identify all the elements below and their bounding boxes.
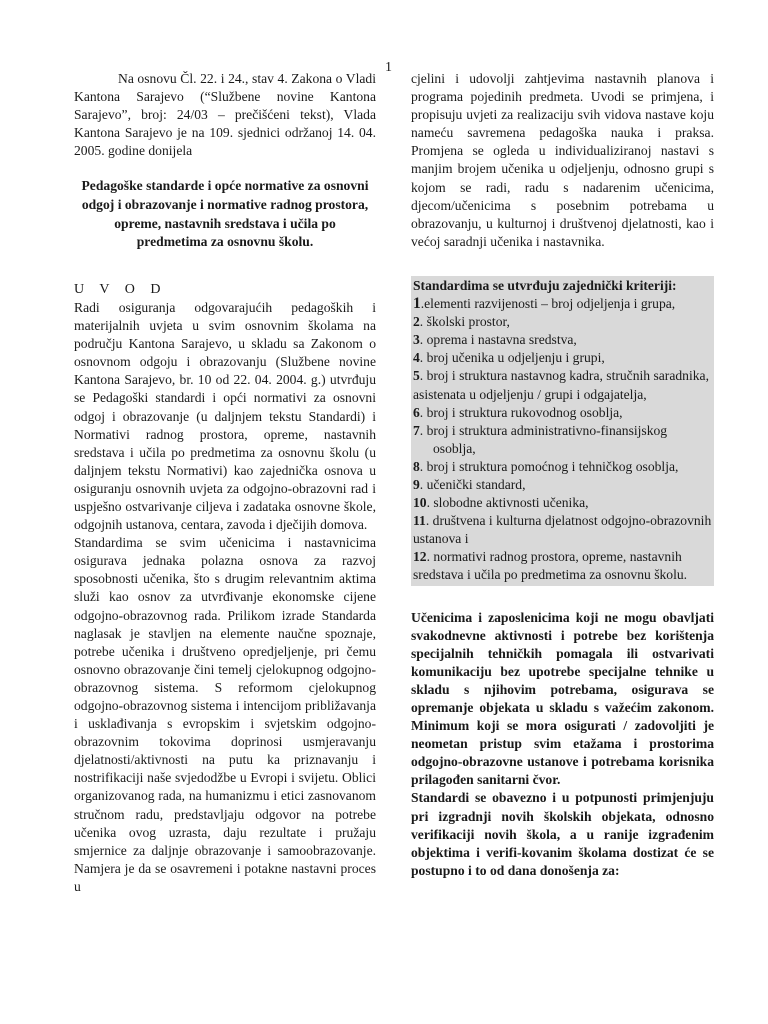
criteria-number: 6 xyxy=(413,404,420,420)
criteria-text: . učenički standard, xyxy=(419,476,526,492)
criteria-item xyxy=(413,422,712,458)
standards-application-paragraph: Standardi se obavezno i u potpunosti primjenjuju pri izgradnji novih školskih objekata, odnosno verifikaciji novih škola, a u ranije izgrađenim objektima i verifi-kovanim školama dostizat će se postupno i to od dana donošenja za: xyxy=(411,790,714,878)
criteria-item xyxy=(413,349,712,367)
criteria-text: . broj i struktura administrativno-finansijskog xyxy=(419,422,668,438)
criteria-text: .elementi razvijenosti – broj odjeljenja i grupa, xyxy=(420,296,676,312)
criteria-title: Standardima se utvrđuju zajednički kriteriji: xyxy=(413,277,677,293)
criteria-text: . broj i struktura rukovodnog osoblja, xyxy=(419,404,623,420)
intro-paragraph: Na osnovu Čl. 22. i 24., stav 4. Zakona o Vladi Kantona Sarajevo (“Službene novine Kantona Sarajevo”, broj: 24/03 – prečišćeni tekst), Vlada Kantona Sarajevo je na 109. sjednici održanoj 14. 04. 2005. godine donijela xyxy=(74,71,376,159)
criteria-item xyxy=(413,458,712,476)
criteria-number: 11 xyxy=(413,513,426,529)
right-column xyxy=(411,70,714,880)
criteria-text: . broj i struktura pomoćnog i tehničkog osoblja, xyxy=(419,458,679,474)
criteria-number: 3 xyxy=(413,332,420,348)
section-heading-uvod: U V O D xyxy=(74,281,167,297)
criteria-number: 7 xyxy=(413,422,420,438)
criteria-number: 4 xyxy=(413,350,420,366)
criteria-item xyxy=(413,331,712,349)
criteria-item xyxy=(413,512,712,548)
criteria-number: 5 xyxy=(413,368,420,384)
criteria-item xyxy=(413,313,712,331)
criteria-number: 10 xyxy=(413,495,427,511)
criteria-text: . društvena i kulturna djelatnost odgojno-obrazovnih ustanova i xyxy=(413,513,712,547)
criteria-number: 9 xyxy=(413,476,420,492)
criteria-number: 2 xyxy=(413,314,420,330)
accessibility-paragraph: Učenicima i zaposlenicima koji ne mogu obavljati svakodnevne aktivnosti i potrebe bez korištenja specijalnih tehničkih pomagala ili ostvarivati komunikaciju bez upotrebe specijalne tehnike u skladu s njihovim potrebama, osigurava se opremanje objekata u skladu s važećim zakonom. Minimum koji se mora osigurati / zadovoljiti je neometan pristup svim etažama i prostorima odgojno-obrazovne ustanove i potrebama korisnika prilagođen sanitarni čvor. xyxy=(411,609,714,788)
body-paragraph-1: Radi osiguranja odgovarajućih pedagoških i materijalnih uvjeta u svim osnovnim školama na području Kantona Sarajevo, u skladu sa Zakonom o osnovnom odgoju i obrazovanju (Službene novine Kantona Sarajevo, br. 10 od 22. 04. 2004. g.) utvrđuju se Pedagoški standardi i opći normativi za osnovni odgoj i obrazovanje (u daljnjem tekstu Standardi) i Normativi radnog prostora, opreme, nastavnih sredstava i učila po predmetima za osnovnu školu (u daljnjem tekstu Normativi) kao zajednička osnova u osiguranju osnovnih uvjeta za odgojno-obrazovni rad i uspješno ostvarivanje ciljeva i zadataka osnovne škole, odgojnih ustanova, centara, zavoda i dječijih domova. xyxy=(74,299,376,533)
criteria-item xyxy=(413,476,712,494)
criteria-number: 1 xyxy=(413,295,421,313)
criteria-text: . normativi radnog prostora, opreme, nastavnih sredstava i učila po predmetima za osnovnu školu. xyxy=(413,549,688,583)
criteria-item xyxy=(413,367,712,403)
criteria-item xyxy=(413,404,712,422)
criteria-text: . oprema i nastavna sredstva, xyxy=(419,332,577,348)
page-number: 1 xyxy=(385,60,392,75)
criteria-text: . školski prostor, xyxy=(419,314,510,330)
criteria-item xyxy=(413,295,712,313)
criteria-box xyxy=(411,276,714,586)
continued-paragraph: cjelini i udovolji zahtjevima nastavnih planova i programa pojedinih predmeta. Uvodi se primjena, i propisuju uvjeti za realizaciju svih vidova nastave koju nameću savremena pedagoška nauka i praksa. Promjena se ogleda u individualiziranoj nastavi s manjim brojem učenika u odjeljenju, odnosno grupi s kojom se radi, radu s nadarenim učenicima, djecom/učenicima s posebnim potrebama u obrazovanju, u kulturnoj i društvenoj djelatnosti, kao i većoj saradnji učenika i nastavnika. xyxy=(411,71,714,249)
criteria-number: 12 xyxy=(413,549,427,565)
criteria-item xyxy=(413,548,712,584)
criteria-number: 8 xyxy=(413,458,420,474)
criteria-text: . broj i struktura nastavnog kadra, stručnih saradnika, asistenata u odjeljenju / grupi i odgajatelja, xyxy=(413,368,709,402)
criteria-item xyxy=(413,494,712,512)
document-title: Pedagoške standarde i opće normative za osnovni odgoj i obrazovanje i normative radnog prostora, opreme, nastavnih sredstava i učila po predmetima za osnovnu školu. xyxy=(81,178,369,250)
criteria-text-continuation: osoblja, xyxy=(433,440,476,456)
body-paragraph-2: Standardima se svim učenicima i nastavnicima osigurava jednaka polazna osnova za razvoj sposobnosti učenika, što s drugim relevantnim aktima služi kao osnov za utvrđivanje ekonomske cijene odgojno-obrazovnog rada. Prilikom izrade Standarda naglasak je stavljen na elemente naučne spoznaje, potrebe učenika i društveno opredjeljenje, pri čemu osnovno obrazovanje čini temelj cjelokupnog odgojno-obrazovnog sistema. S reformom cjelokupnog odgojno-obrazovnog sistema i intencijom približavanja i usklađivanja s evropskim i svjetskim odgojno-obrazovnim tokovima doprinosi usmjeravanju djelatnosti/aktivnosti na putu ka priznavanju i nostrifikaciji naše svjedodžbe u Evropi i svijetu. Oblici organizovanog rada, na humanizmu i etici zasnovanom stručnom radu, predstavljaju odgovor na potrebe učenika ovog uzrasta, daju rezultate i pružaju smjernice za daljnje obrazovanje i samoobrazovanje. Namjera je da se osavremeni i potakne nastavni proces u xyxy=(74,535,376,894)
criteria-text: . slobodne aktivnosti učenika, xyxy=(426,495,589,511)
criteria-text: . broj učenika u odjeljenju i grupi, xyxy=(419,350,605,366)
left-column xyxy=(74,70,376,896)
